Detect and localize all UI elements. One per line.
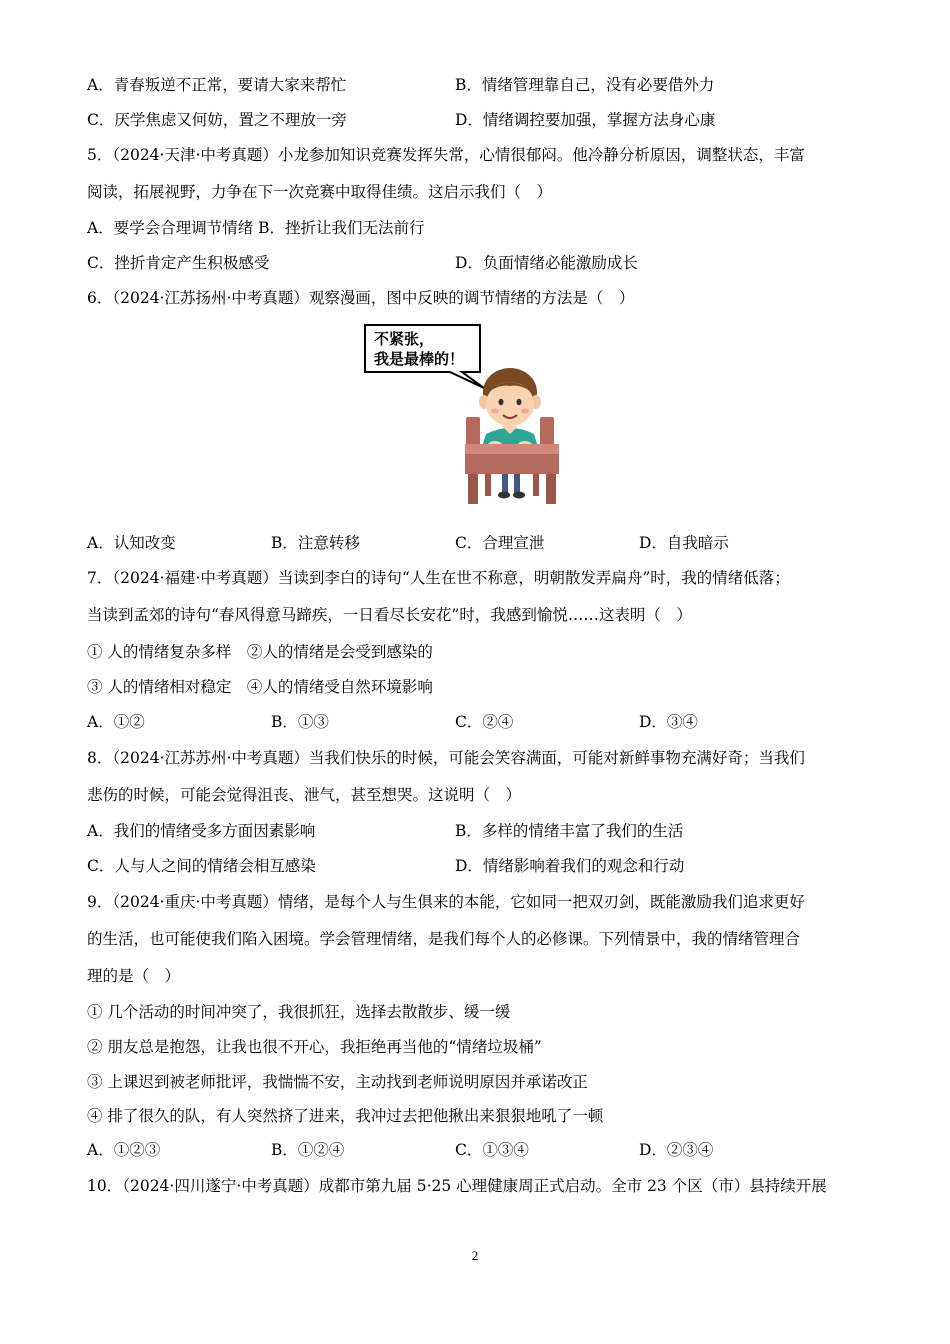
q9-stem-line2: 的生活，也可能使我们陷入困境。学会管理情绪，是我们每个人的必修课。下列情景中，我的情绪管理合: [87, 930, 801, 948]
q7-option-a: A．①②: [87, 713, 145, 731]
q9-option-a: A．①②③: [87, 1141, 161, 1159]
q8-option-d: D．情绪影响着我们的观念和行动: [455, 857, 685, 875]
q7-option-b: B．①③: [271, 713, 329, 731]
q8-stem-line1: 8．（2024·江苏苏州·中考真题）当我们快乐的时候，可能会笑容满面，可能对新鲜事物充满好奇；当我们: [87, 749, 805, 767]
q7-option-c: C．②④: [455, 713, 514, 731]
q9-statement-1: ① 几个活动的时间冲突了，我很抓狂，选择去散散步、缓一缓: [87, 1003, 511, 1021]
bubble-text-line2: 我是最棒的！: [374, 350, 465, 368]
q9-statement-2: ② 朋友总是抱怨，让我也很不开心，我拒绝再当他的“情绪垃圾桶”: [87, 1038, 542, 1056]
q9-option-c: C．①③④: [455, 1141, 529, 1159]
q10-stem-line1: 10．（2024·四川遂宁·中考真题）成都市第九届 5·25 心理健康周正式启动。全市 23 个区（市）县持续开展: [87, 1177, 827, 1195]
bubble-text-line1: 不紧张，: [374, 330, 435, 348]
q7-stem-line2: 当读到孟郊的诗句“春风得意马蹄疾，一日看尽长安花”时，我感到愉悦……这表明（ ）: [87, 606, 692, 624]
q5-option-c: C．挫折肯定产生积极感受: [87, 254, 270, 272]
page-number: 2: [471, 1248, 479, 1263]
q9-statement-3: ③ 上课迟到被老师批评，我惴惴不安，主动找到老师说明原因并承诺改正: [87, 1073, 588, 1091]
q4-option-c: C．厌学焦虑又何妨，置之不理放一旁: [87, 111, 347, 129]
q7-statement-2: ③ 人的情绪相对稳定 ④人的情绪受自然环境影响: [87, 678, 433, 696]
q5-stem-line1: 5．（2024·天津·中考真题）小龙参加知识竞赛发挥失常，心情很郁闷。他冷静分析原因，调整状态，丰富: [87, 146, 805, 164]
q8-option-b: B．多样的情绪丰富了我们的生活: [455, 822, 684, 840]
q7-statement-1: ① 人的情绪复杂多样 ②人的情绪是会受到感染的: [87, 643, 433, 661]
q4-option-b: B．情绪管理靠自己，没有必要借外力: [455, 76, 715, 94]
q5-option-ab: A．要学会合理调节情绪 B．挫折让我们无法前行: [87, 219, 425, 237]
q6-option-b: B．注意转移: [271, 534, 360, 552]
cartoon-illustration: [362, 322, 582, 507]
q7-stem-line1: 7．（2024·福建·中考真题）当读到李白的诗句“人生在世不称意，明朝散发弄扁舟”时，我的情绪低落；: [87, 569, 790, 587]
q4-option-d: D．情绪调控要加强，掌握方法身心康: [455, 111, 716, 129]
boy-figure: [479, 368, 541, 449]
q9-option-b: B．①②④: [271, 1141, 345, 1159]
q5-option-d: D．负面情绪必能激励成长: [455, 254, 638, 272]
q8-option-c: C．人与人之间的情绪会相互感染: [87, 857, 316, 875]
q6-option-c: C．合理宣泄: [455, 534, 545, 552]
q4-option-a: A．青春叛逆不正常，要请大家来帮忙: [87, 76, 347, 94]
q9-stem-line3: 理的是（ ）: [87, 967, 181, 985]
q6-option-d: D．自我暗示: [639, 534, 729, 552]
q6-stem: 6．（2024·江苏扬州·中考真题）观察漫画，图中反映的调节情绪的方法是（ ）: [87, 289, 635, 307]
q7-option-d: D．③④: [639, 713, 698, 731]
q9-option-d: D．②③④: [639, 1141, 714, 1159]
q8-option-a: A．我们的情绪受多方面因素影响: [87, 822, 316, 840]
q8-stem-line2: 悲伤的时候，可能会觉得沮丧、泄气，甚至想哭。这说明（ ）: [87, 786, 522, 804]
q9-stem-line1: 9．（2024·重庆·中考真题）情绪，是每个人与生俱来的本能，它如同一把双刃剑，既能激励我们追求更好: [87, 893, 805, 911]
q9-statement-4: ④ 排了很久的队，有人突然挤了进来，我冲过去把他揪出来狠狠地吼了一顿: [87, 1107, 604, 1125]
q6-option-a: A．认知改变: [87, 534, 176, 552]
q5-stem-line2: 阅读，拓展视野，力争在下一次竞赛中取得佳绩。这启示我们（ ）: [87, 183, 553, 201]
